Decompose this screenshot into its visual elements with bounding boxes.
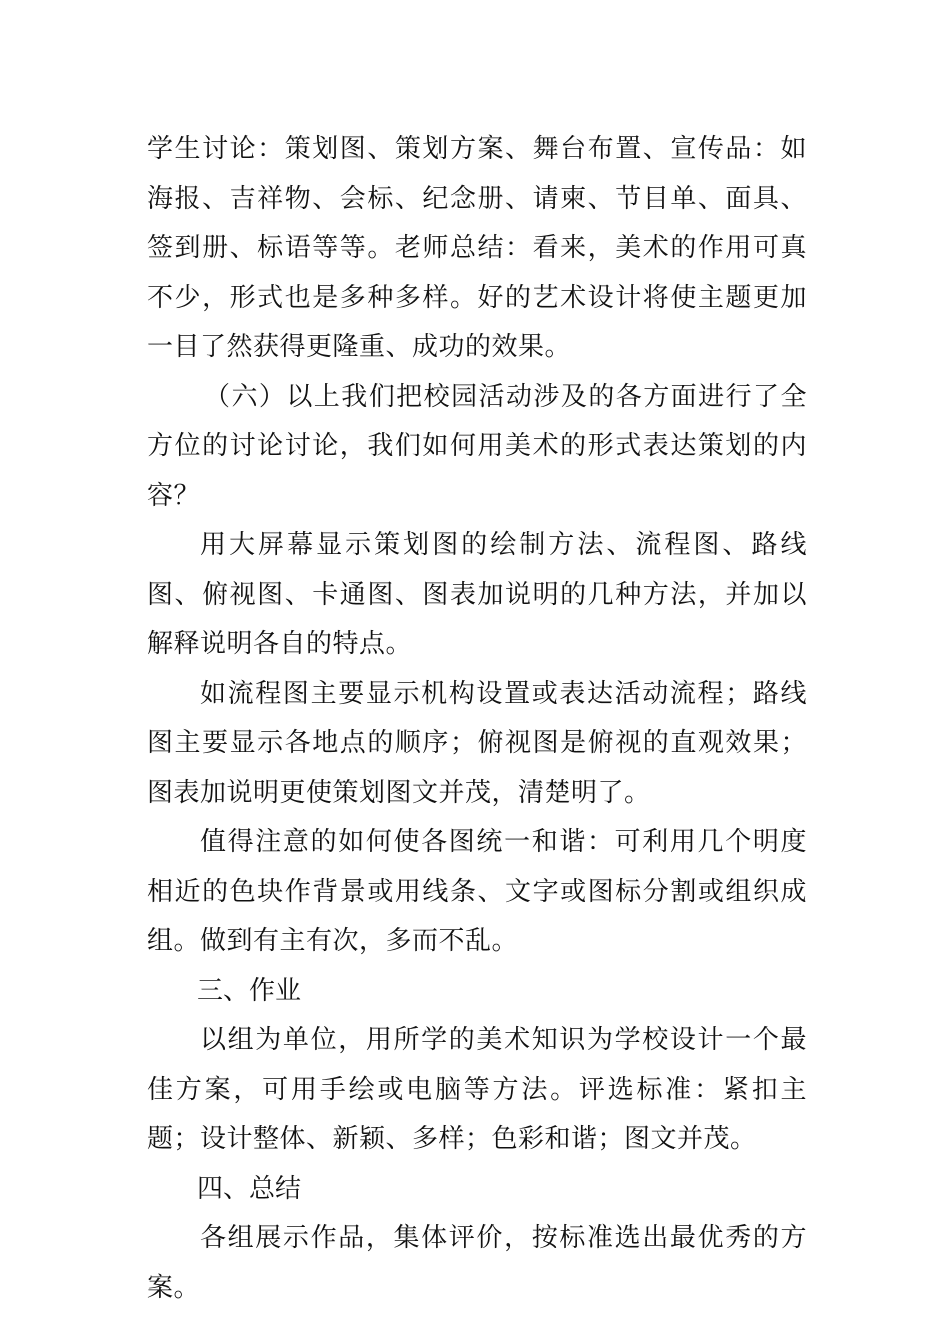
paragraph-student-discussion: 学生讨论：策划图、策划方案、舞台布置、宣传品：如海报、吉祥物、会标、纪念册、请柬、节目单、面具、签到册、标语等等。老师总结：看来，美术的作用可真不少，形式也是多种多样。好的艺术设计将使主题更加一目了然获得更隆重、成功的效果。 — [147, 134, 807, 362]
document-page — [147, 125, 807, 1313]
paragraph-big-screen: 用大屏幕显示策划图的绘制方法、流程图、路线图、俯视图、卡通图、图表加说明的几种方法，并加以解释说明各自的特点。 — [147, 530, 807, 659]
paragraph-harmony: 值得注意的如何使各图统一和谐：可利用几个明度相近的色块作背景或用线条、文字或图标分割或组织成组。做到有主有次，多而不乱。 — [147, 827, 807, 956]
heading-homework: 三、作业 — [197, 975, 302, 1006]
heading-summary: 四、总结 — [197, 1173, 302, 1204]
paragraph-flowchart: 如流程图主要显示机构设置或表达活动流程；路线图主要显示各地点的顺序；俯视图是俯视的直观效果；图表加说明更使策划图文并茂，清楚明了。 — [147, 678, 807, 808]
paragraph-section-six: （六）以上我们把校园活动涉及的各方面进行了全方位的讨论讨论，我们如何用美术的形式表达策划的内容？ — [147, 381, 807, 511]
paragraph-homework: 以组为单位，用所学的美术知识为学校设计一个最佳方案，可用手绘或电脑等方法。评选标准：紧扣主题；设计整体、新颖、多样；色彩和谐；图文并茂。 — [147, 1025, 807, 1154]
paragraph-summary: 各组展示作品，集体评价，按标准选出最优秀的方案。 — [147, 1223, 807, 1303]
